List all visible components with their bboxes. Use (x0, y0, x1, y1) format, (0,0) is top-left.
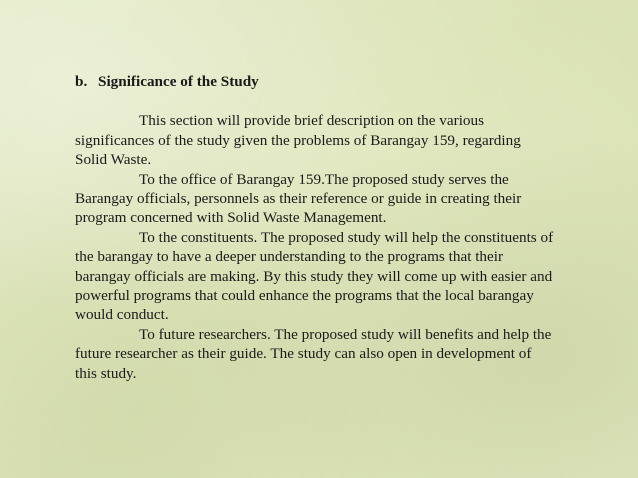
slide-content (75, 72, 555, 383)
section-marker: b. (75, 73, 88, 90)
paragraph-constituents: To the constituents. The proposed study will help the constituents of the barangay to have a deeper understanding to the programs that their barangay officials are making. By this study they will come up with easier and powerful programs that could enhance the programs that the local barangay would conduct. (75, 228, 554, 324)
paragraph-barangay-office: To the office of Barangay 159.The proposed study serves the Barangay officials, personnels as their reference or guide in creating their program concerned with Solid Waste Management. (75, 170, 522, 227)
paragraph-future-researchers: To future researchers. The proposed study will benefits and help the future researcher as their guide. The study can also open in development of this study. (75, 325, 552, 382)
section-heading (75, 72, 555, 91)
paragraph-intro: This section will provide brief description on the various significances of the study given the problems of Barangay 159, regarding Solid Waste. (75, 112, 521, 169)
section-title: Significance of the Study (98, 73, 259, 90)
